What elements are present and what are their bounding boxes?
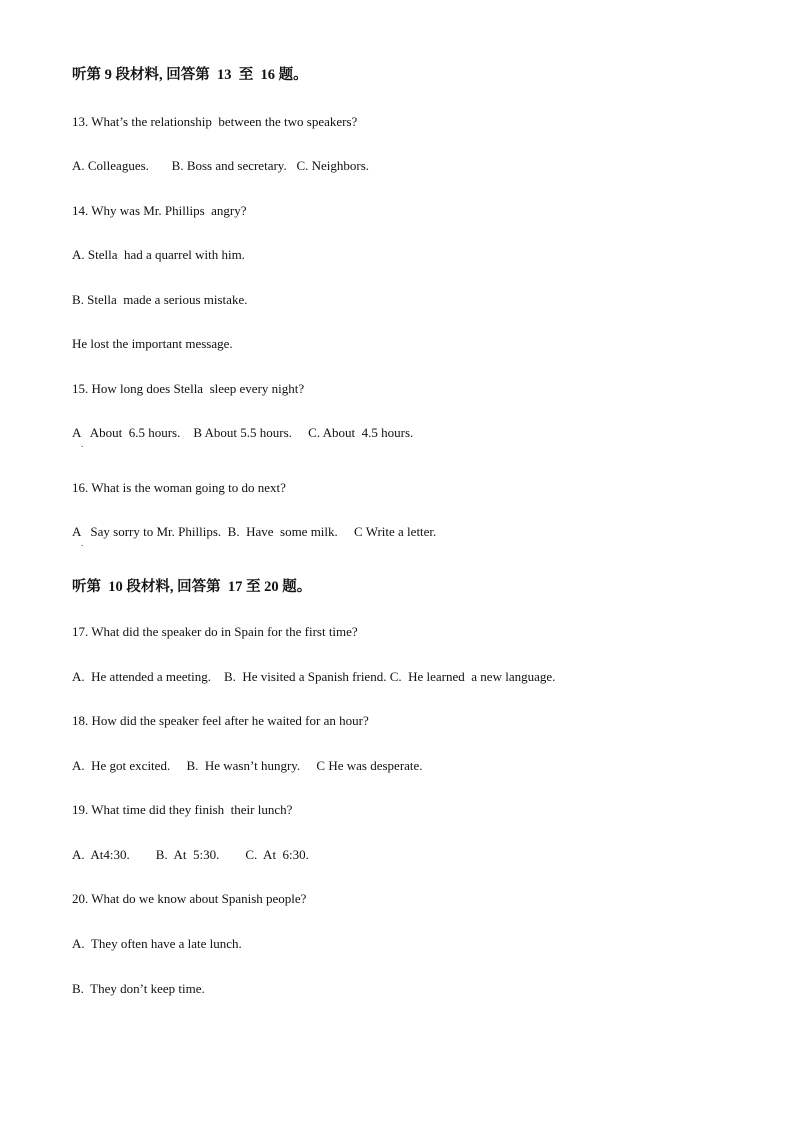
question-19-stem: 19. What time did they finish their lunch? <box>72 802 293 817</box>
question-16-options: A Say sorry to Mr. Phillips. B. Have some milk. C Write a letter. <box>72 524 437 539</box>
question-20-stem: 20. What do we know about Spanish people? <box>72 891 307 906</box>
question-13-stem: 13. What’s the relationship between the two speakers? <box>72 114 358 129</box>
section-10-heading: 听第 10 段材料, 回答第 17 至 20 题。 <box>72 579 312 595</box>
question-20-option-a: A. They often have a late lunch. <box>72 936 242 951</box>
question-19-options: A. At4:30. B. At 5:30. C. At 6:30. <box>72 847 309 862</box>
question-15-stem: 15. How long does Stella sleep every night? <box>72 381 305 396</box>
question-14-option-a: A. Stella had a quarrel with him. <box>72 247 245 262</box>
question-15-options: A About 6.5 hours. B About 5.5 hours. C. About 4.5 hours. <box>72 425 414 440</box>
stray-dot-mark: . <box>81 538 84 548</box>
section-9-heading: 听第 9 段材料, 回答第 13 至 16 题。 <box>72 67 308 83</box>
question-18-stem: 18. How did the speaker feel after he waited for an hour? <box>72 713 369 728</box>
question-14-stem: 14. Why was Mr. Phillips angry? <box>72 203 247 218</box>
question-20-option-b: B. They don’t keep time. <box>72 981 205 996</box>
stray-dot-mark: . <box>81 439 84 449</box>
question-16-stem: 16. What is the woman going to do next? <box>72 480 286 495</box>
question-18-options: A. He got excited. B. He wasn’t hungry. C He was desperate. <box>72 758 423 773</box>
question-13-options: A. Colleagues. B. Boss and secretary. C. Neighbors. <box>72 158 370 173</box>
question-14-option-c: He lost the important message. <box>72 336 233 351</box>
question-14-option-b: B. Stella made a serious mistake. <box>72 292 248 307</box>
question-17-options: A. He attended a meeting. B. He visited a Spanish friend. C. He learned a new language. <box>72 669 556 684</box>
question-17-stem: 17. What did the speaker do in Spain for the first time? <box>72 624 358 639</box>
